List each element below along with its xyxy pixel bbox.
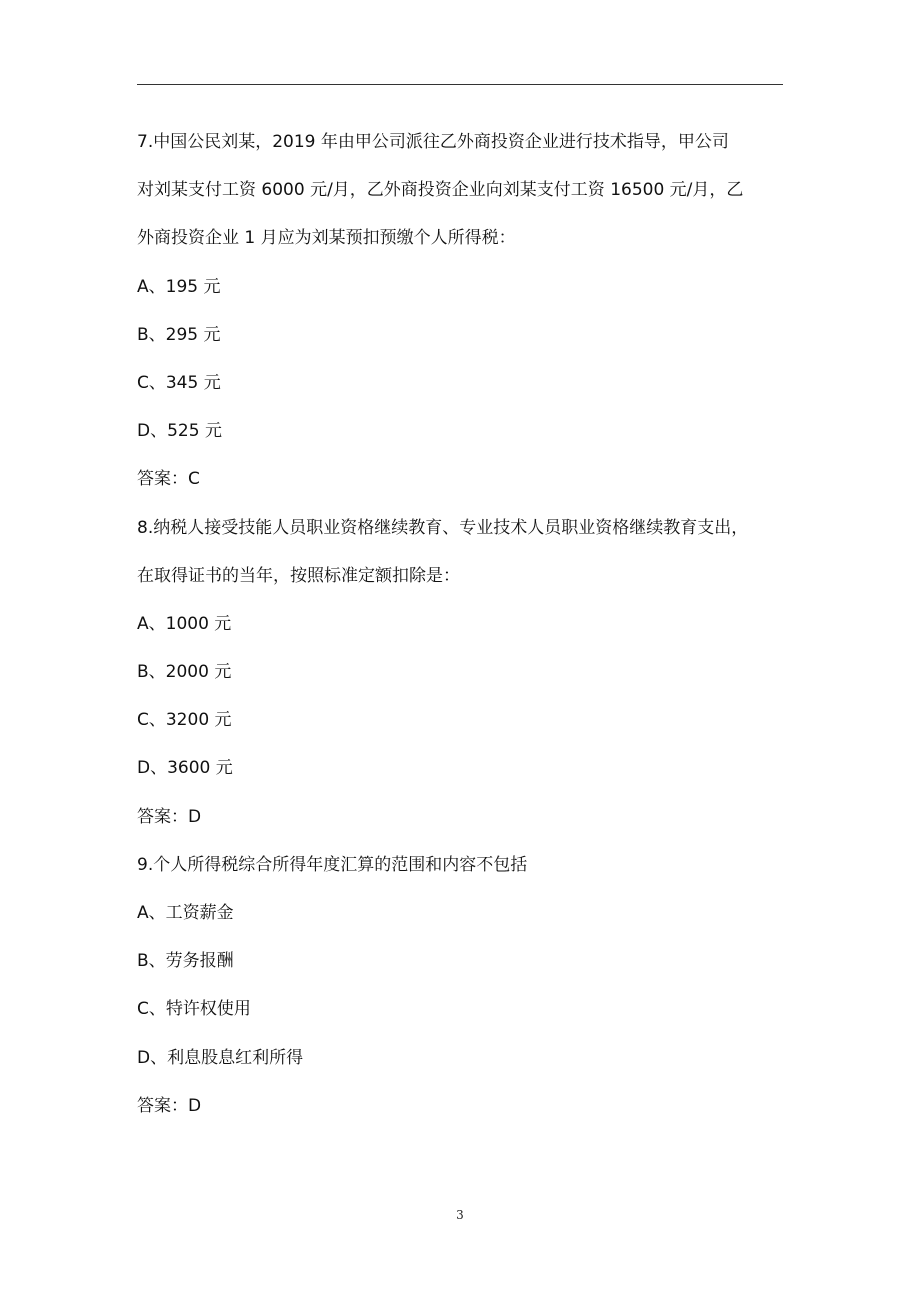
option-b: B、2000 元 bbox=[137, 662, 232, 683]
question-stem-line: 7.中国公民刘某，2019 年由甲公司派往乙外商投资企业进行技术指导，甲公司 bbox=[137, 132, 729, 152]
document-body bbox=[137, 118, 787, 1130]
question-7 bbox=[137, 118, 787, 504]
question-stem-line: 在取得证书的当年，按照标准定额扣除是： bbox=[137, 565, 460, 586]
question-stem-line: 8.纳税人接受技能人员职业资格继续教育、专业技术人员职业资格继续教育支出， bbox=[137, 517, 749, 538]
answer-line: 答案：D bbox=[137, 1095, 202, 1116]
question-8 bbox=[137, 504, 787, 841]
answer-line: 答案：D bbox=[137, 806, 202, 827]
question-stem-line: 9.个人所得税综合所得年度汇算的范围和内容不包括 bbox=[137, 854, 528, 875]
option-c: C、3200 元 bbox=[137, 710, 232, 731]
option-d: D、525 元 bbox=[137, 421, 222, 442]
page-number: 3 bbox=[456, 1208, 464, 1222]
question-9 bbox=[137, 841, 787, 1130]
question-stem-line: 对刘某支付工资 6000 元/月，乙外商投资企业向刘某支付工资 16500 元/月，乙 bbox=[137, 180, 744, 201]
option-c: C、345 元 bbox=[137, 372, 221, 393]
option-a: A、195 元 bbox=[137, 276, 221, 297]
option-b: B、劳务报酬 bbox=[137, 951, 234, 972]
question-stem-line: 外商投资企业 1 月应为刘某预扣预缴个人所得税： bbox=[137, 228, 516, 249]
option-b: B、295 元 bbox=[137, 324, 221, 345]
answer-line: 答案：C bbox=[137, 469, 200, 490]
option-d: D、3600 元 bbox=[137, 758, 233, 779]
option-d: D、利息股息红利所得 bbox=[137, 1047, 304, 1068]
option-a: A、1000 元 bbox=[137, 613, 232, 634]
option-a: A、工资薪金 bbox=[137, 903, 234, 923]
header-divider bbox=[137, 84, 783, 85]
option-c: C、特许权使用 bbox=[137, 999, 251, 1020]
